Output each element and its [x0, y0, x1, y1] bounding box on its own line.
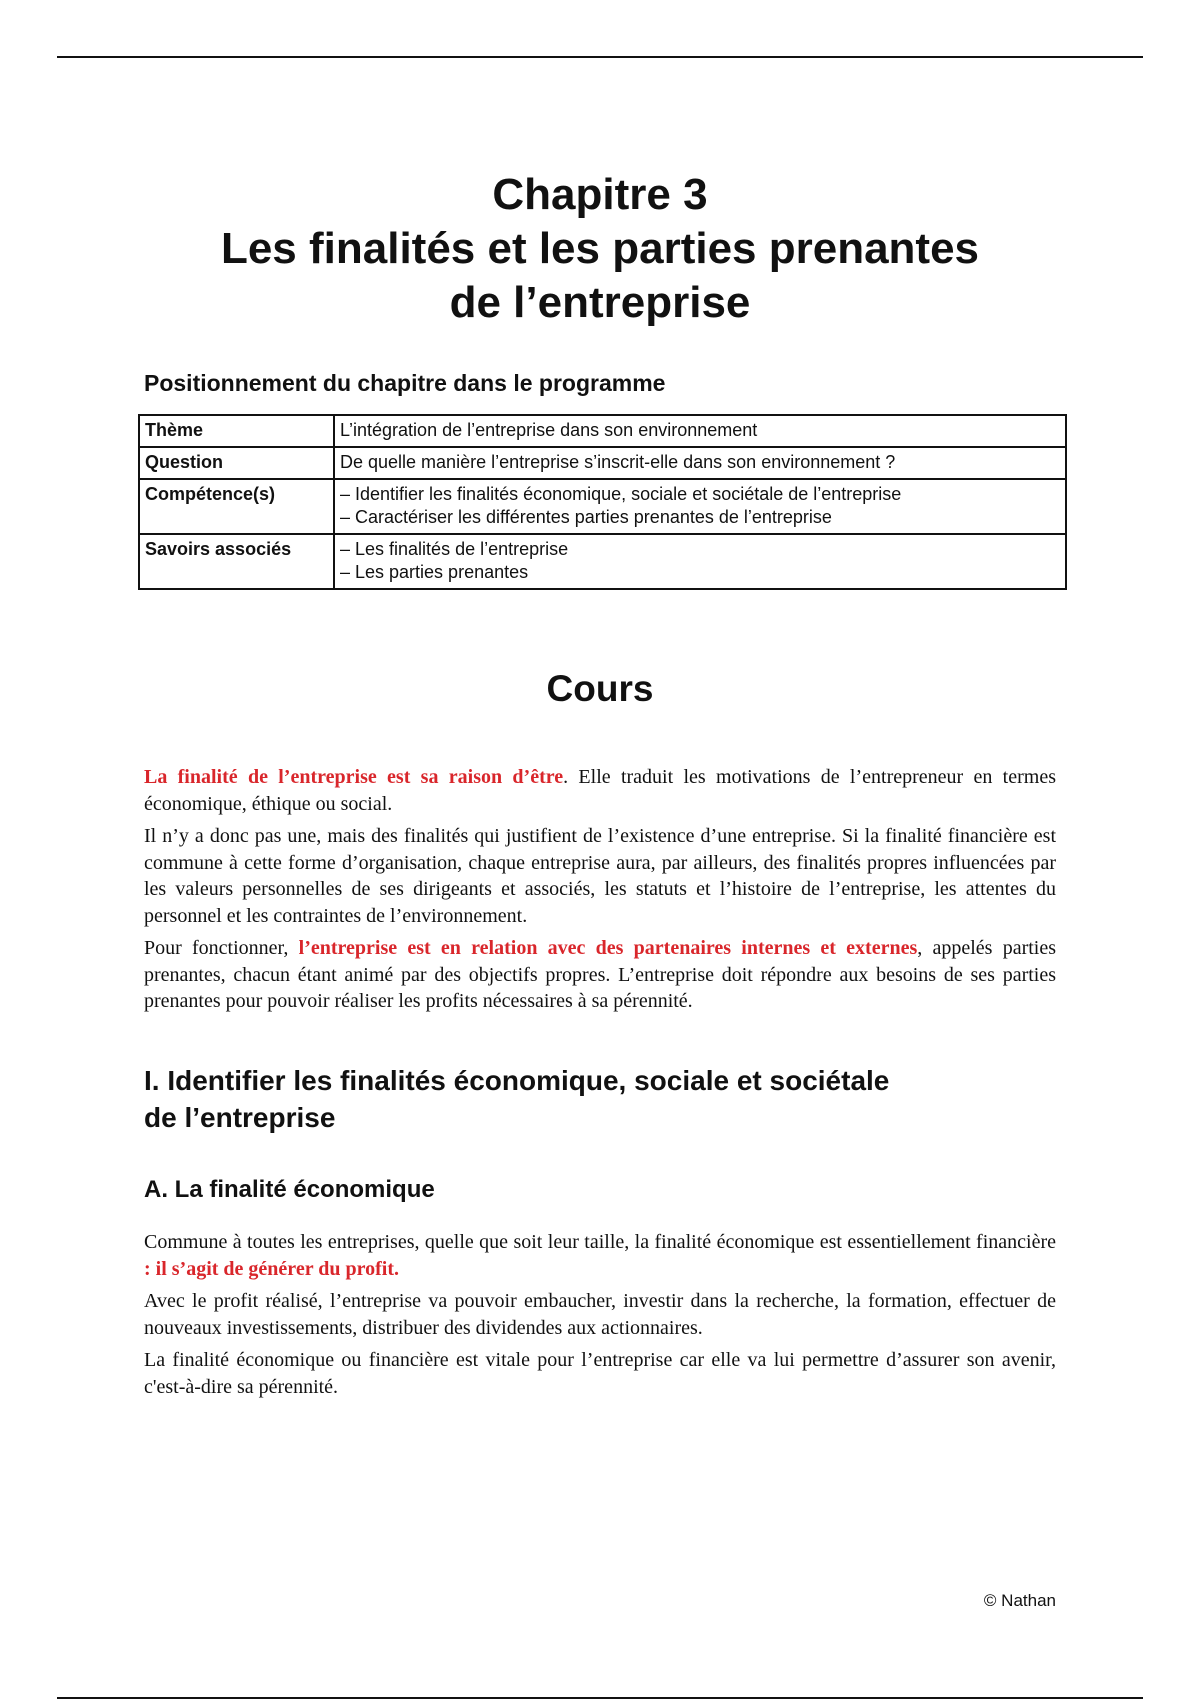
paragraph: [144, 1229, 1056, 1282]
section-heading-line: de l’entreprise: [144, 1102, 336, 1133]
row-value: [334, 479, 1066, 534]
table-row: [139, 534, 1066, 589]
cours-heading: Cours: [546, 668, 654, 709]
paragraph-text: , appelés parties prenantes, chacun étant animé par des objectifs propres. L’entreprise doit répondre aux besoins de ses parties prenantes pour pouvoir réaliser les profits nécessaires à sa pérennité.: [144, 937, 1057, 1012]
highlight-text: : il s’agit de générer du profit.: [144, 1257, 399, 1280]
top-rule: [57, 56, 1143, 58]
row-label: Compétence(s): [139, 479, 334, 534]
paragraph-text: Pour fonctionner,: [144, 937, 299, 959]
row-label: Thème: [139, 415, 334, 447]
row-value-line: L’intégration de l’entreprise dans son environnement: [340, 420, 758, 440]
chapter-number: Chapitre 3: [492, 170, 708, 219]
row-label: Question: [139, 447, 334, 479]
table-row: [139, 479, 1066, 534]
subsection-body: [144, 1229, 1056, 1406]
paragraph: [144, 764, 1056, 817]
positioning-heading: Positionnement du chapitre dans le programme: [144, 370, 666, 396]
paragraph: La finalité économique ou financière est vitale pour l’entreprise car elle va lui permettre d’assurer son avenir, c'est-à-dire sa pérennité.: [144, 1349, 1056, 1398]
cours-intro: [144, 764, 1056, 1021]
paragraph-text: Commune à toutes les entreprises, quelle que soit leur taille, la finalité économique est essentiellement financière: [144, 1231, 1056, 1253]
table-row: [139, 447, 1066, 479]
row-value-line: – Les finalités de l’entreprise: [340, 539, 569, 559]
highlight-text: La finalité de l’entreprise est sa raison d’être: [144, 766, 564, 788]
chapter-title-line: Les finalités et les parties prenantes: [220, 224, 980, 273]
highlight-text: l’entreprise est en relation avec des partenaires internes et externes: [298, 937, 918, 959]
row-value-line: – Identifier les finalités économique, sociale et sociétale de l’entreprise: [340, 484, 902, 504]
paragraph: Il n’y a donc pas une, mais des finalités qui justifient de l’existence d’une entreprise. Si la finalité financière est commune à cette forme d’organisation, chaque entreprise aura, par ailleurs, des finalités propres influencées par les valeurs personnelles de ses dirigeants et associés, les statuts et l’histoire de l’entreprise, les attentes du personnel et les contraintes de l’environnement.: [144, 825, 1056, 927]
row-value-line: De quelle manière l’entreprise s’inscrit-elle dans son environnement ?: [340, 452, 896, 472]
program-table: [138, 414, 1067, 590]
row-value-line: – Caractériser les différentes parties prenantes de l’entreprise: [340, 507, 832, 527]
subsection-heading: A. La finalité économique: [144, 1176, 435, 1203]
chapter-title: [0, 168, 1200, 330]
bottom-rule: [57, 1697, 1143, 1699]
paragraph: Avec le profit réalisé, l’entreprise va pouvoir embaucher, investir dans la recherche, la formation, effectuer de nouveaux investissements, distribuer des dividendes aux actionnaires.: [144, 1290, 1056, 1339]
paragraph-text: . Elle traduit les motivations de l’entrepreneur en termes économique, éthique ou social.: [144, 766, 1056, 815]
paragraph: [144, 935, 1056, 1015]
section-heading: [144, 1062, 1044, 1136]
chapter-title-line: de l’entreprise: [449, 278, 751, 327]
table-row: [139, 415, 1066, 447]
section-heading-line: I. Identifier les finalités économique, sociale et sociétale: [144, 1065, 890, 1096]
copyright: © Nathan: [983, 1591, 1056, 1610]
row-value: [334, 415, 1066, 447]
row-label: Savoirs associés: [139, 534, 334, 589]
row-value: [334, 534, 1066, 589]
row-value: [334, 447, 1066, 479]
row-value-line: – Les parties prenantes: [340, 562, 529, 582]
